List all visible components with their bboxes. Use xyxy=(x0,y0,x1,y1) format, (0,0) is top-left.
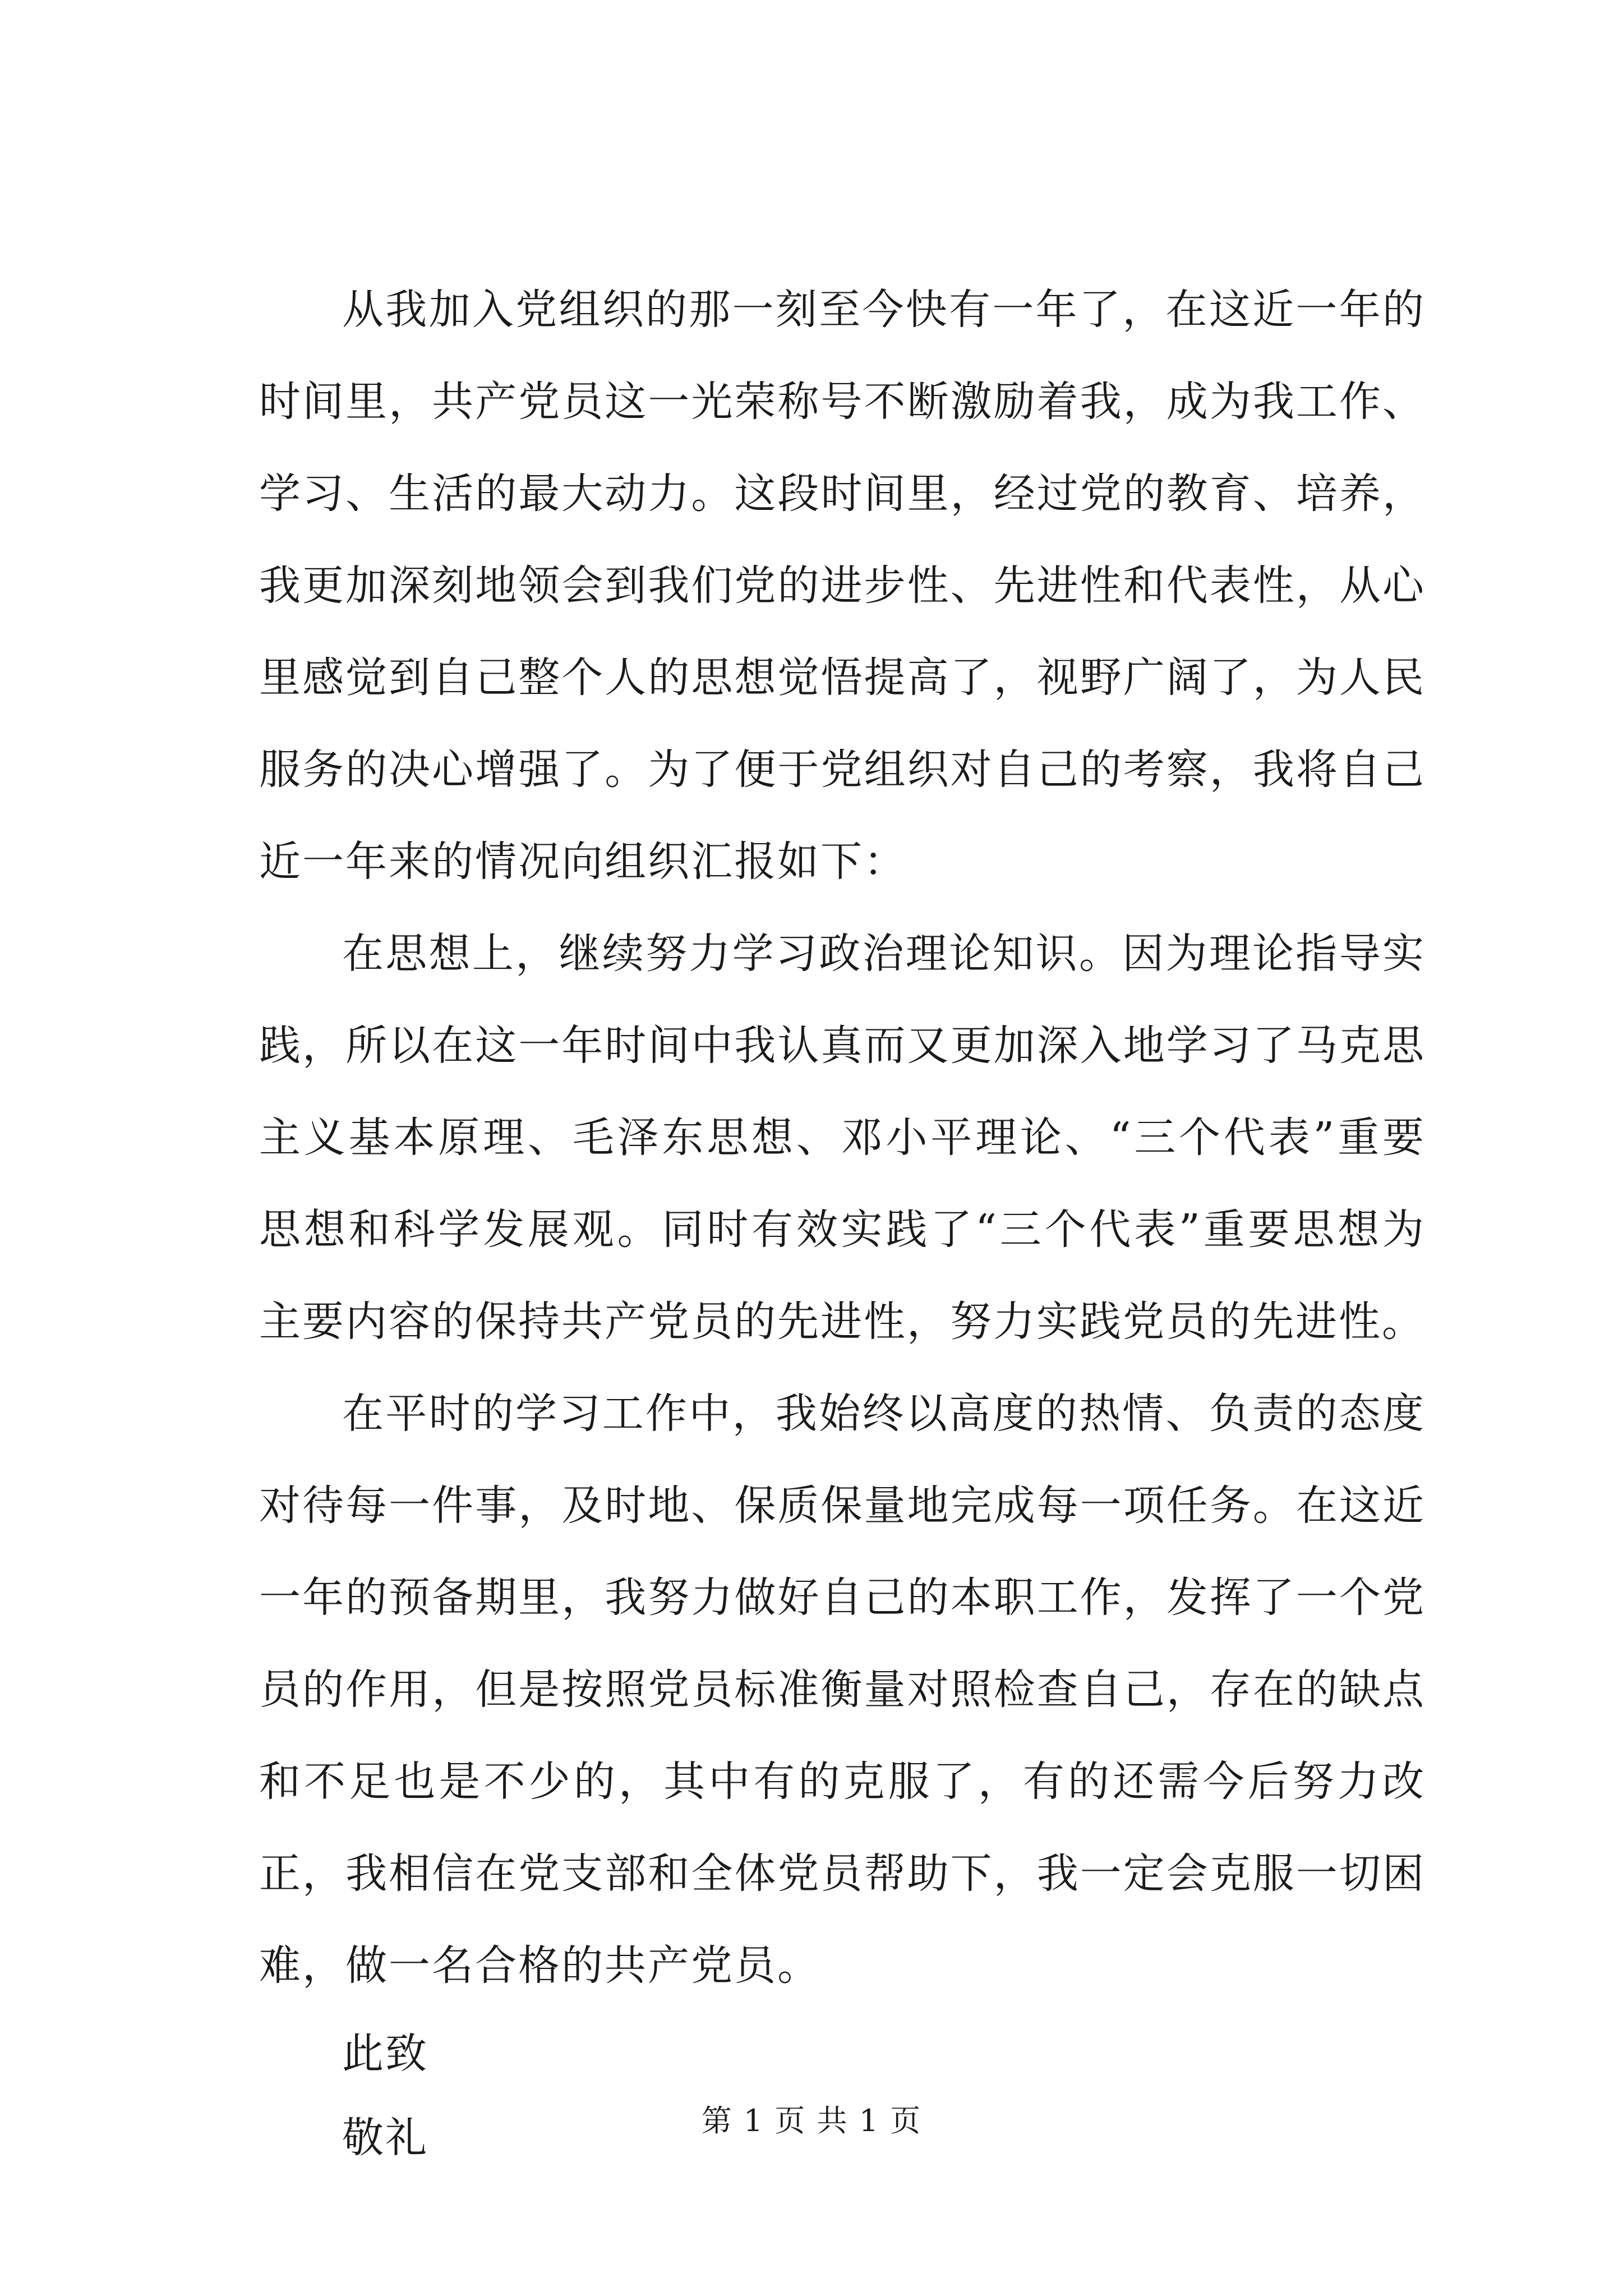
document-body xyxy=(259,264,1426,2180)
paragraph-ideology: 在思想上，继续努力学习政治理论知识。因为理论指导实践，所以在这一年时间中我认真而又更加深入地学习了马克思主义基本原理、毛泽东思想、邓小平理论、“三个代表”重要思想和科学发展观。同时有效实践了“三个代表”重要思想为主要内容的保持共产党员的先进性，努力实践党员的先进性。 xyxy=(259,930,1426,1346)
closing-regards: 敬礼 xyxy=(342,2114,428,2162)
paragraph-work: 在平时的学习工作中，我始终以高度的热情、负责的态度对待每一件事，及时地、保质保量地完成每一项任务。在这近一年的预备期里，我努力做好自己的本职工作，发挥了一个党员的作用，但是按照党员标准衡量对照检查自己，存在的缺点和不足也是不少的，其中有的克服了，有的还需今后努力改正，我相信在党支部和全体党员帮助下，我一定会克服一切困难，做一名合格的共产党员。 xyxy=(259,1389,1426,1990)
paragraph-intro: 从我加入党组织的那一刻至今快有一年了，在这近一年的时间里，共产党员这一光荣称号不断激励着我，成为我工作、学习、生活的最大动力。这段时间里，经过党的教育、培养，我更加深刻地领会到我们党的进步性、先进性和代表性，从心里感觉到自己整个人的思想觉悟提高了，视野广阔了，为人民服务的决心增强了。为了便于党组织对自己的考察，我将自己近一年来的情况向组织汇报如下： xyxy=(259,286,1426,886)
page-number-footer: 第 1 页 共 1 页 xyxy=(701,2103,922,2138)
closing-salutation: 此致 xyxy=(342,2030,428,2078)
